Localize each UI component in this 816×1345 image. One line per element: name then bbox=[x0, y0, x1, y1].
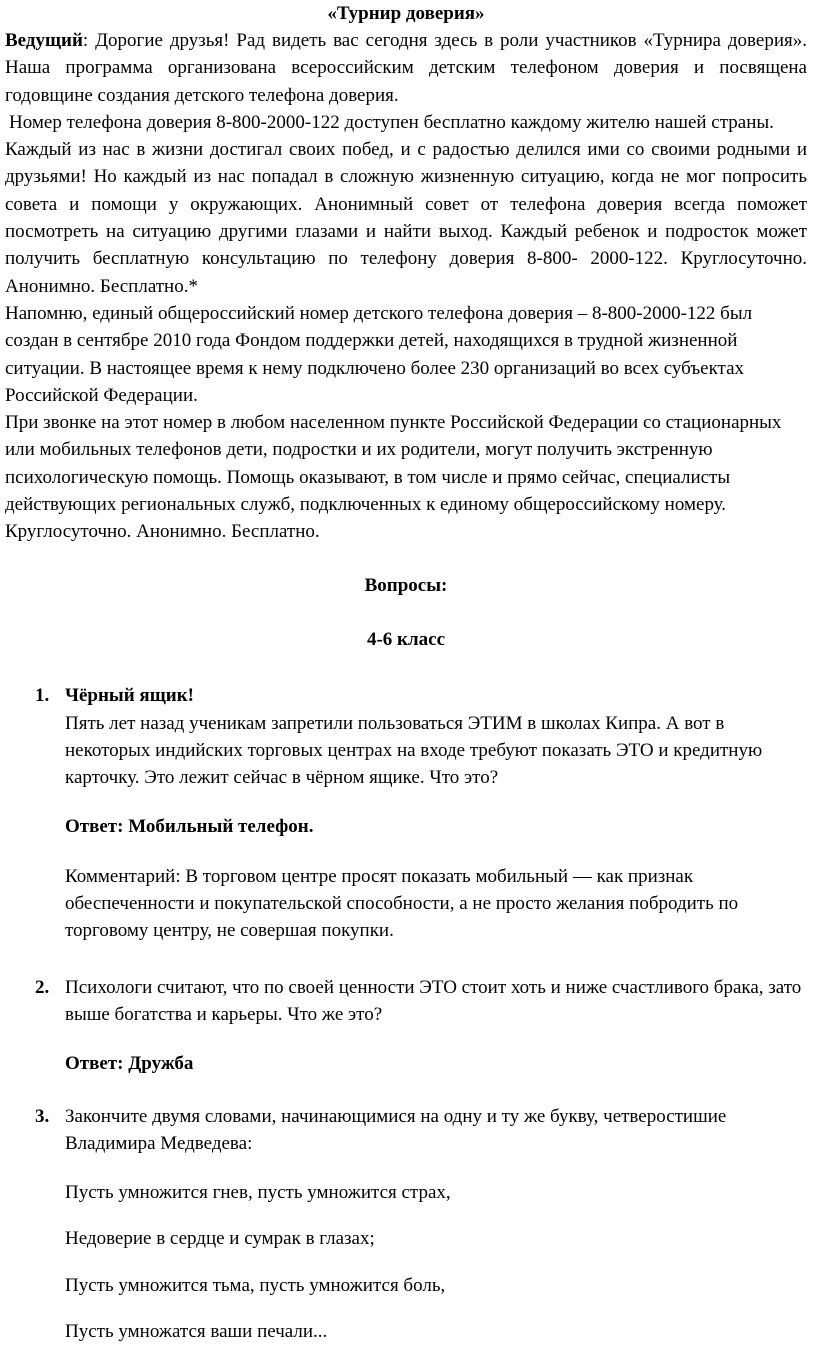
question-item bbox=[5, 1103, 807, 1345]
question-item bbox=[5, 682, 807, 944]
poem-line: Пусть умножится тьма, пусть умножится боль, bbox=[65, 1272, 807, 1299]
document-title: «Турнир доверия» bbox=[5, 0, 807, 27]
intro-paragraph-2: Номер телефона доверия 8-800-2000-122 доступен бесплатно каждому жителю нашей страны. bbox=[5, 109, 807, 136]
question-number: 3. bbox=[35, 1103, 49, 1130]
question-item bbox=[5, 974, 807, 1078]
intro-paragraph-3: Каждый из нас в жизни достигал своих побед, и с радостью делился ими со своими родными и друзьями! Но каждый из нас попадал в сложную жизненную ситуацию, когда не мог попросить совета и помощи у окружающих. Анонимный совет от телефона доверия всегда поможет посмотреть на ситуацию другими глазами и найти выход. Каждый ребенок и подросток может получить бесплатную консультацию по телефону доверия 8-800- 2000-122. Круглосуточно. Анонимно. Бесплатно.* bbox=[5, 136, 807, 300]
question-number: 1. bbox=[35, 682, 49, 709]
grade-heading: 4-6 класс bbox=[5, 626, 807, 653]
question-text: Пять лет назад ученикам запретили пользоваться ЭТИМ в школах Кипра. А вот в некоторых индийских торговых центрах на входе требуют показать ЭТО и кредитную карточку. Это лежит сейчас в чёрном ящике. Что это? bbox=[65, 710, 807, 792]
question-text: Психологи считают, что по своей ценности ЭТО стоит хоть и ниже счастливого брака, зато выше богатства и карьеры. Что же это? bbox=[65, 974, 807, 1029]
intro-paragraph-4: Напомню, единый общероссийский номер детского телефона доверия – 8-800-2000-122 был создан в сентябре 2010 года Фондом поддержки детей, находящихся в трудной жизненной ситуации. В настоящее время к нему подключено более 230 организаций во всех субъектах Российской Федерации. bbox=[5, 300, 807, 409]
poem-line: Пусть умножится гнев, пусть умножится страх, bbox=[65, 1179, 807, 1206]
intro-paragraph-5: При звонке на этот номер в любом населенном пункте Российской Федерации со стационарных или мобильных телефонов дети, подростки и их родители, могут получить экстренную психологическую помощь. Помощь оказывают, в том числе и прямо сейчас, специалисты действующих региональных служб, подключенных к единому общероссийскому номеру. Круглосуточно. Анонимно. Бесплатно. bbox=[5, 409, 807, 545]
question-number: 2. bbox=[35, 974, 49, 1001]
poem-line: Пусть умножатся ваши печали... bbox=[65, 1318, 807, 1345]
question-title: Чёрный ящик! bbox=[65, 682, 807, 709]
question-comment: Комментарий: В торговом центре просят показать мобильный — как признак обеспеченности и покупательской способности, а не просто желания побродить по торговому центру, не совершая покупки. bbox=[65, 863, 807, 945]
intro-paragraph-1 bbox=[5, 27, 807, 109]
questions-heading: Вопросы: bbox=[5, 572, 807, 599]
question-answer: Ответ: Дружба bbox=[65, 1050, 807, 1077]
intro-paragraph-1-text: : Дорогие друзья! Рад видеть вас сегодня здесь в роли участников «Турнира доверия». Наша программа организована всероссийским детским телефоном доверия и посвящена годовщине создания детского телефона доверия. bbox=[5, 30, 807, 106]
question-answer: Ответ: Мобильный телефон. bbox=[65, 813, 807, 840]
poem-line: Недоверие в сердце и сумрак в глазах; bbox=[65, 1225, 807, 1252]
questions-list bbox=[5, 682, 807, 1345]
intro-section bbox=[5, 27, 807, 546]
host-label: Ведущий bbox=[5, 30, 83, 51]
question-text: Закончите двумя словами, начинающимися на одну и ту же букву, четверостишие Владимира Медведева: bbox=[65, 1103, 807, 1158]
